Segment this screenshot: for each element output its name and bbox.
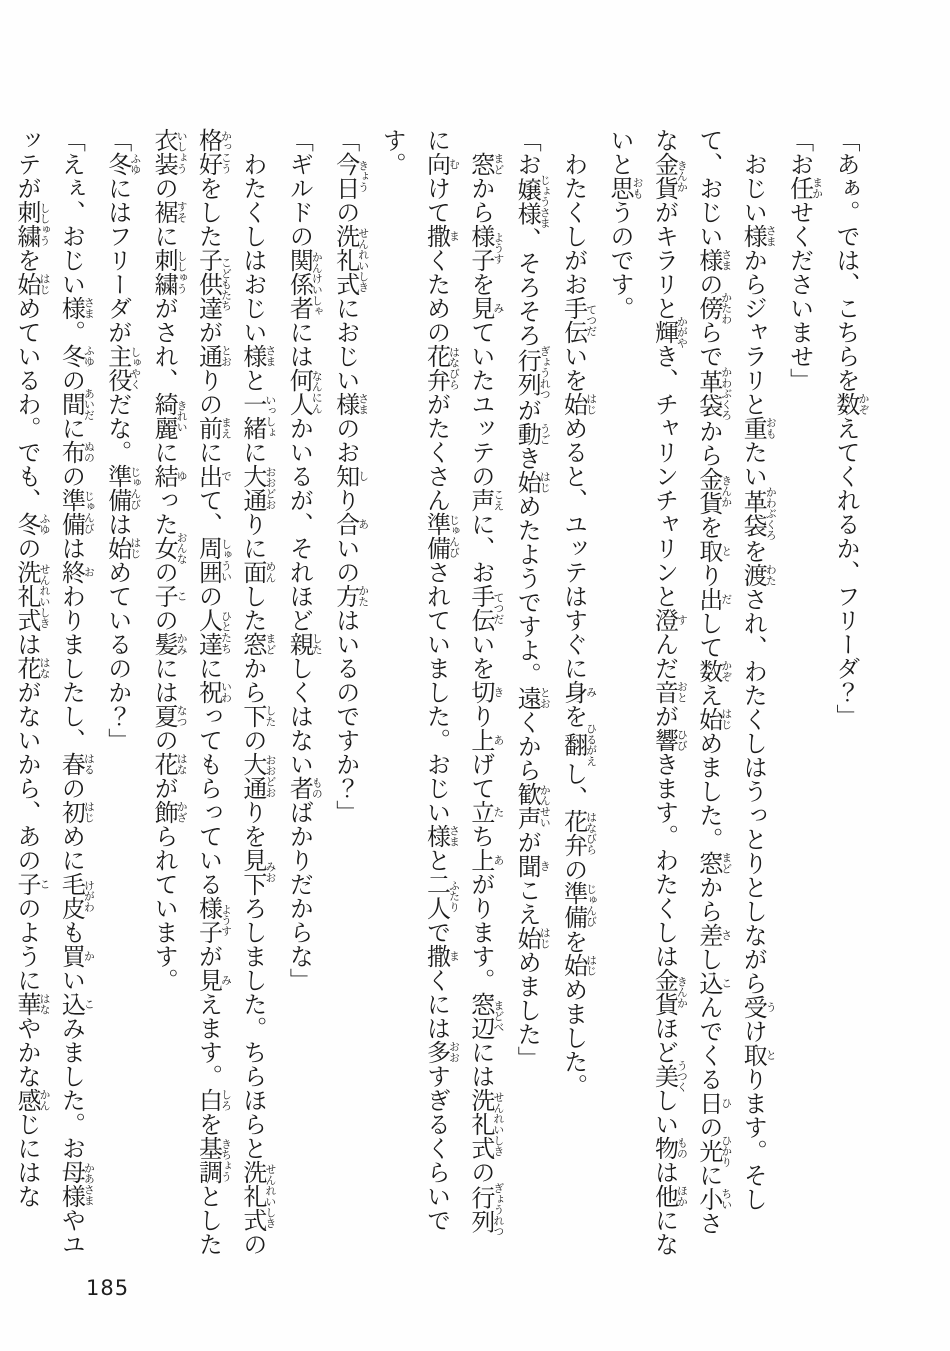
ruby-annotated-word: 込こ <box>694 971 734 995</box>
ruby-annotated-word: 窓まど <box>238 632 278 656</box>
ruby-annotated-word: 渡わた <box>739 563 778 587</box>
ruby-annotated-word: 周囲しゅうい <box>194 536 234 584</box>
ruby-annotated-word: 布ぬの <box>57 440 96 464</box>
ruby-annotated-word: 始はじ <box>559 392 599 416</box>
dialogue-line-04: 「今日きょうの洗礼式せんれいしきにおじい様さまのお知しり合あいの方かたはいるのですか？」 <box>331 128 371 824</box>
ruby-annotated-word: 始はじ <box>513 470 552 494</box>
ruby-annotated-word: 光ひかり <box>694 1134 734 1168</box>
ruby-annotated-word: 関係者かんけいしゃ <box>285 248 324 320</box>
ruby-annotated-word: 動うご <box>513 422 552 446</box>
ruby-annotated-word: 花はな <box>12 656 52 680</box>
ruby-annotated-word: 窓辺まどべ <box>466 992 506 1040</box>
dialogue-line-07: 「えぇ、おじい様さま。冬ふゆの間あいだに布ぬのの準備じゅんびは終おわりましたし、春はるの初はじめに毛皮けがわも買かい込こみました。お母様かあさまやユッテが刺繍ししゅうを始はじめているわ。でも、冬ふゆの洗礼式せんれいしきは花はながないから、あの子このように華はなやかな感かんじにはな <box>12 128 96 1256</box>
ruby-annotated-word: 撒ま <box>422 944 461 968</box>
ruby-annotated-word: 感かん <box>12 1088 52 1112</box>
ruby-annotated-word: 者もの <box>285 776 324 800</box>
ruby-annotated-word: 女おんな <box>150 531 189 565</box>
ruby-annotated-word: 手伝てつだ <box>559 296 599 344</box>
ruby-annotated-word: 嬢様じょうさま <box>513 174 552 229</box>
ruby-annotated-word: 準備じゅんび <box>559 881 599 930</box>
ruby-annotated-word: 始はじ <box>12 272 52 296</box>
ruby-annotated-word: 洗礼式せんれいしき <box>466 1088 506 1160</box>
ruby-annotated-word: 多おお <box>422 1040 461 1064</box>
ruby-annotated-word: 革袋かわぶくろ <box>694 366 734 421</box>
ruby-annotated-word: 様さま <box>694 248 734 272</box>
ruby-annotated-word: 立た <box>466 800 506 824</box>
ruby-annotated-word: 手伝てつだ <box>466 584 506 632</box>
ruby-annotated-word: 美うつく <box>650 1059 689 1093</box>
ruby-annotated-word: 上あ <box>466 728 506 752</box>
ruby-annotated-word: 見下みお <box>238 848 278 896</box>
ruby-annotated-word: 輝かがや <box>650 315 689 349</box>
ruby-annotated-word: 刺繍ししゅう <box>150 248 189 296</box>
ruby-annotated-word: 買か <box>57 944 96 968</box>
ruby-annotated-word: 方かた <box>331 584 371 608</box>
ruby-annotated-word: 祝いわ <box>194 680 234 704</box>
ruby-annotated-word: 大通おおどお <box>238 752 278 800</box>
ruby-annotated-word: 取と <box>694 539 734 563</box>
ruby-annotated-word: 初はじ <box>57 800 96 824</box>
ruby-annotated-word: 上あ <box>466 848 506 872</box>
narration-04: わたくしはおじい様さまと一緒いっしょに大通おおどおりに面めんした窓まどから下したの大通おおどおりを見下みおろしました。ちらほらと洗礼式せんれいしきの格好かっこうをした子供達こどもたちが通とおりの前まえに出でて、周囲しゅういの人達ひとたちに祝いわってもらっている様子ようすが見みえます。白しろを基調きちょうとした衣装いしょうの裾すそに刺繍ししゅうがされ、綺麗きれいに結ゆった女おんなの子この髪かみには夏なつの花はなが飾かざられています。 <box>150 128 278 1256</box>
ruby-annotated-word: 通とお <box>194 344 234 368</box>
ruby-annotated-word: 下した <box>238 704 278 728</box>
ruby-annotated-word: 任まか <box>785 176 825 200</box>
ruby-annotated-word: 革袋かわぶくろ <box>739 486 778 541</box>
ruby-annotated-word: 刺繍ししゅう <box>12 200 52 248</box>
ruby-annotated-word: 様子ようす <box>194 896 234 944</box>
narration-02: わたくしがお手伝てつだいを始はじめると、ユッテはすぐに身みを翻ひるがえし、花弁はなびらの準備じゅんびを始はじめました。 <box>559 152 599 1098</box>
ruby-annotated-word: 様さま <box>422 824 461 848</box>
ruby-annotated-word: 切き <box>466 680 506 704</box>
dialogue-line-05: 「ギルドの関係者かんけいしゃには何人なんにんかいるが、それほど親したしくはない者ものばかりだからな」 <box>285 128 324 992</box>
ruby-annotated-word: 思おも <box>606 176 645 200</box>
ruby-annotated-word: 夏なつ <box>150 704 189 728</box>
ruby-annotated-word: 他ほか <box>650 1184 689 1208</box>
ruby-annotated-word: 今日きょう <box>331 152 371 200</box>
ruby-annotated-word: 二人ふたり <box>422 872 461 920</box>
ruby-annotated-word: 差さ <box>694 923 734 947</box>
ruby-annotated-word: 綺麗きれい <box>150 392 189 440</box>
ruby-annotated-word: 様子ようす <box>466 224 506 272</box>
ruby-annotated-word: 始はじ <box>694 707 734 731</box>
ruby-annotated-word: 見み <box>466 296 506 320</box>
ruby-annotated-word: 様さま <box>57 296 96 320</box>
ruby-annotated-word: 子こ <box>12 872 52 896</box>
ruby-annotated-word: 子供達こどもたち <box>194 248 234 320</box>
ruby-annotated-word: 様さま <box>331 392 371 416</box>
ruby-annotated-word: 歓声かんせい <box>513 782 552 830</box>
ruby-annotated-word: 合あ <box>331 512 371 536</box>
ruby-annotated-word: 音おと <box>650 680 689 704</box>
ruby-annotated-word: 洗礼式せんれいしき <box>238 1160 278 1232</box>
ruby-annotated-word: 重おも <box>739 416 778 440</box>
ruby-annotated-word: 白しろ <box>194 1088 234 1112</box>
ruby-annotated-word: 人達ひとたち <box>194 608 234 656</box>
ruby-annotated-word: 日ひ <box>694 1091 734 1115</box>
ruby-annotated-word: 向む <box>422 152 461 176</box>
dialogue-line-06: 「冬ふゆにはフリーダが主役しゅやくだな。準備じゅんびは始はじめているのか？」 <box>103 128 143 752</box>
ruby-annotated-word: 数かぞ <box>694 659 734 683</box>
ruby-annotated-word: 衣装いしょう <box>150 128 189 176</box>
ruby-annotated-word: 花弁はなびら <box>559 809 599 858</box>
ruby-annotated-word: 受う <box>739 995 778 1019</box>
ruby-annotated-word: 何人なんにん <box>285 368 324 416</box>
ruby-annotated-word: 春はる <box>57 752 96 776</box>
ruby-annotated-word: 身み <box>559 680 599 704</box>
ruby-annotated-word: 知し <box>331 464 371 488</box>
ruby-annotated-word: 出だ <box>694 587 734 611</box>
ruby-annotated-word: 窓まど <box>694 851 734 875</box>
ruby-annotated-word: 洗礼式せんれいしき <box>331 224 371 296</box>
ruby-annotated-word: 小ちい <box>694 1187 734 1211</box>
dialogue-line-02: 「お任まかせくださいませ」 <box>785 128 825 392</box>
ruby-annotated-word: 行列ぎょうれつ <box>466 1182 506 1237</box>
ruby-annotated-word: 物もの <box>650 1136 689 1160</box>
ruby-annotated-word: 傍かたわ <box>694 291 734 325</box>
ruby-annotated-word: 基調きちょう <box>194 1136 234 1184</box>
page-number: 185 <box>86 1276 130 1300</box>
ruby-annotated-word: 金貨きんか <box>694 467 734 515</box>
ruby-annotated-word: 花弁はなびら <box>422 344 461 392</box>
ruby-annotated-word: 金貨きんか <box>650 968 689 1016</box>
ruby-annotated-word: 遠とお <box>513 686 552 710</box>
ruby-annotated-word: 毛皮けがわ <box>57 872 96 920</box>
ruby-annotated-word: 華はな <box>12 992 52 1016</box>
ruby-annotated-word: 窓まど <box>466 152 506 176</box>
ruby-annotated-word: 髪かみ <box>150 632 189 656</box>
ruby-annotated-word: 前まえ <box>194 416 234 440</box>
ruby-annotated-word: 飾かざ <box>150 800 189 824</box>
ruby-annotated-word: 主役しゅやく <box>103 344 143 392</box>
narration-01: おじい様さまからジャラリと重おもたい革袋かわぶくろを渡わたされ、わたくしはうっとりとしながら受うけ取とります。そして、おじい様さまの傍かたわらで革袋かわぶくろから金貨きんかを取とり出だして数かぞえ始はじめました。窓まどから差さし込こんでくる日ひの光ひかりに小ちいさな金貨きんかがキラリと輝かがやき、チャリンチャリンと澄すんだ音おとが響ひびきます。わたくしは金貨きんかほど美うつくしい物ものは他ほかにないと思おもうのです。 <box>606 128 778 1256</box>
ruby-annotated-word: 取と <box>739 1043 778 1067</box>
ruby-annotated-word: 一緒いっしょ <box>238 392 278 440</box>
ruby-annotated-word: 込こ <box>57 992 96 1016</box>
ruby-annotated-word: 準備じゅんび <box>57 488 96 536</box>
ruby-annotated-word: 出で <box>194 464 234 488</box>
ruby-annotated-word: 格好かっこう <box>194 128 234 176</box>
narration-03: 窓まどから様子ようすを見みていたユッテの声こえに、お手伝てつだいを切きり上あげて立たち上あがります。窓辺まどべには洗礼式せんれいしきの行列ぎょうれつに向むけて撒まくための花弁はなびらがたくさん準備じゅんびされていました。おじい様さまと二人ふたりで撒まくには多おおすぎるくらいです。 <box>378 128 506 1237</box>
ruby-annotated-word: 翻ひるがえ <box>559 723 599 767</box>
ruby-annotated-word: 大通おおどお <box>238 464 278 512</box>
ruby-annotated-word: 洗礼式せんれいしき <box>12 560 52 632</box>
ruby-annotated-word: 様さま <box>238 344 278 368</box>
ruby-annotated-word: 冬ふゆ <box>57 344 96 368</box>
ruby-annotated-word: 撒ま <box>422 224 461 248</box>
ruby-annotated-word: 冬ふゆ <box>12 512 52 536</box>
ruby-annotated-word: 聞き <box>513 854 552 878</box>
ruby-annotated-word: 冬ふゆ <box>103 152 143 176</box>
ruby-annotated-word: 行列ぎょうれつ <box>513 345 552 400</box>
ruby-annotated-word: 準備じゅんび <box>422 512 461 560</box>
vertical-text-block <box>12 128 871 1256</box>
ruby-annotated-word: 準備じゅんび <box>103 464 143 512</box>
ruby-annotated-word: 様さま <box>739 224 778 248</box>
dialogue-line-01: 「あぁ。では、こちらを数かぞえてくれるか、フリーダ？」 <box>832 128 871 728</box>
ruby-annotated-word: 始はじ <box>103 536 143 560</box>
ruby-annotated-word: 響ひび <box>650 728 689 752</box>
ruby-annotated-word: 間あいだ <box>57 387 96 421</box>
ruby-annotated-word: 終お <box>57 560 96 584</box>
dialogue-line-03: 「お嬢様じょうさま、そろそろ行列ぎょうれつが動うごき始はじめたようですよ。遠とおくから歓声かんせいが聞きこえ始はじめました」 <box>513 128 552 1070</box>
ruby-annotated-word: 金貨きんか <box>650 152 689 200</box>
ruby-annotated-word: 始はじ <box>559 953 599 978</box>
ruby-annotated-word: 見み <box>194 968 234 992</box>
ruby-annotated-word: 澄す <box>650 608 689 632</box>
ruby-annotated-word: 親した <box>285 632 324 656</box>
ruby-annotated-word: 花はな <box>150 752 189 776</box>
ruby-annotated-word: 声こえ <box>466 488 506 512</box>
ruby-annotated-word: 裾すそ <box>150 200 189 224</box>
ruby-annotated-word: 子こ <box>150 584 189 608</box>
ruby-annotated-word: 始はじ <box>513 926 552 950</box>
ruby-annotated-word: 数かぞ <box>832 392 871 416</box>
ruby-annotated-word: 母様かあさま <box>57 1160 96 1208</box>
ruby-annotated-word: 面めん <box>238 560 278 584</box>
ruby-annotated-word: 結ゆ <box>150 464 189 488</box>
